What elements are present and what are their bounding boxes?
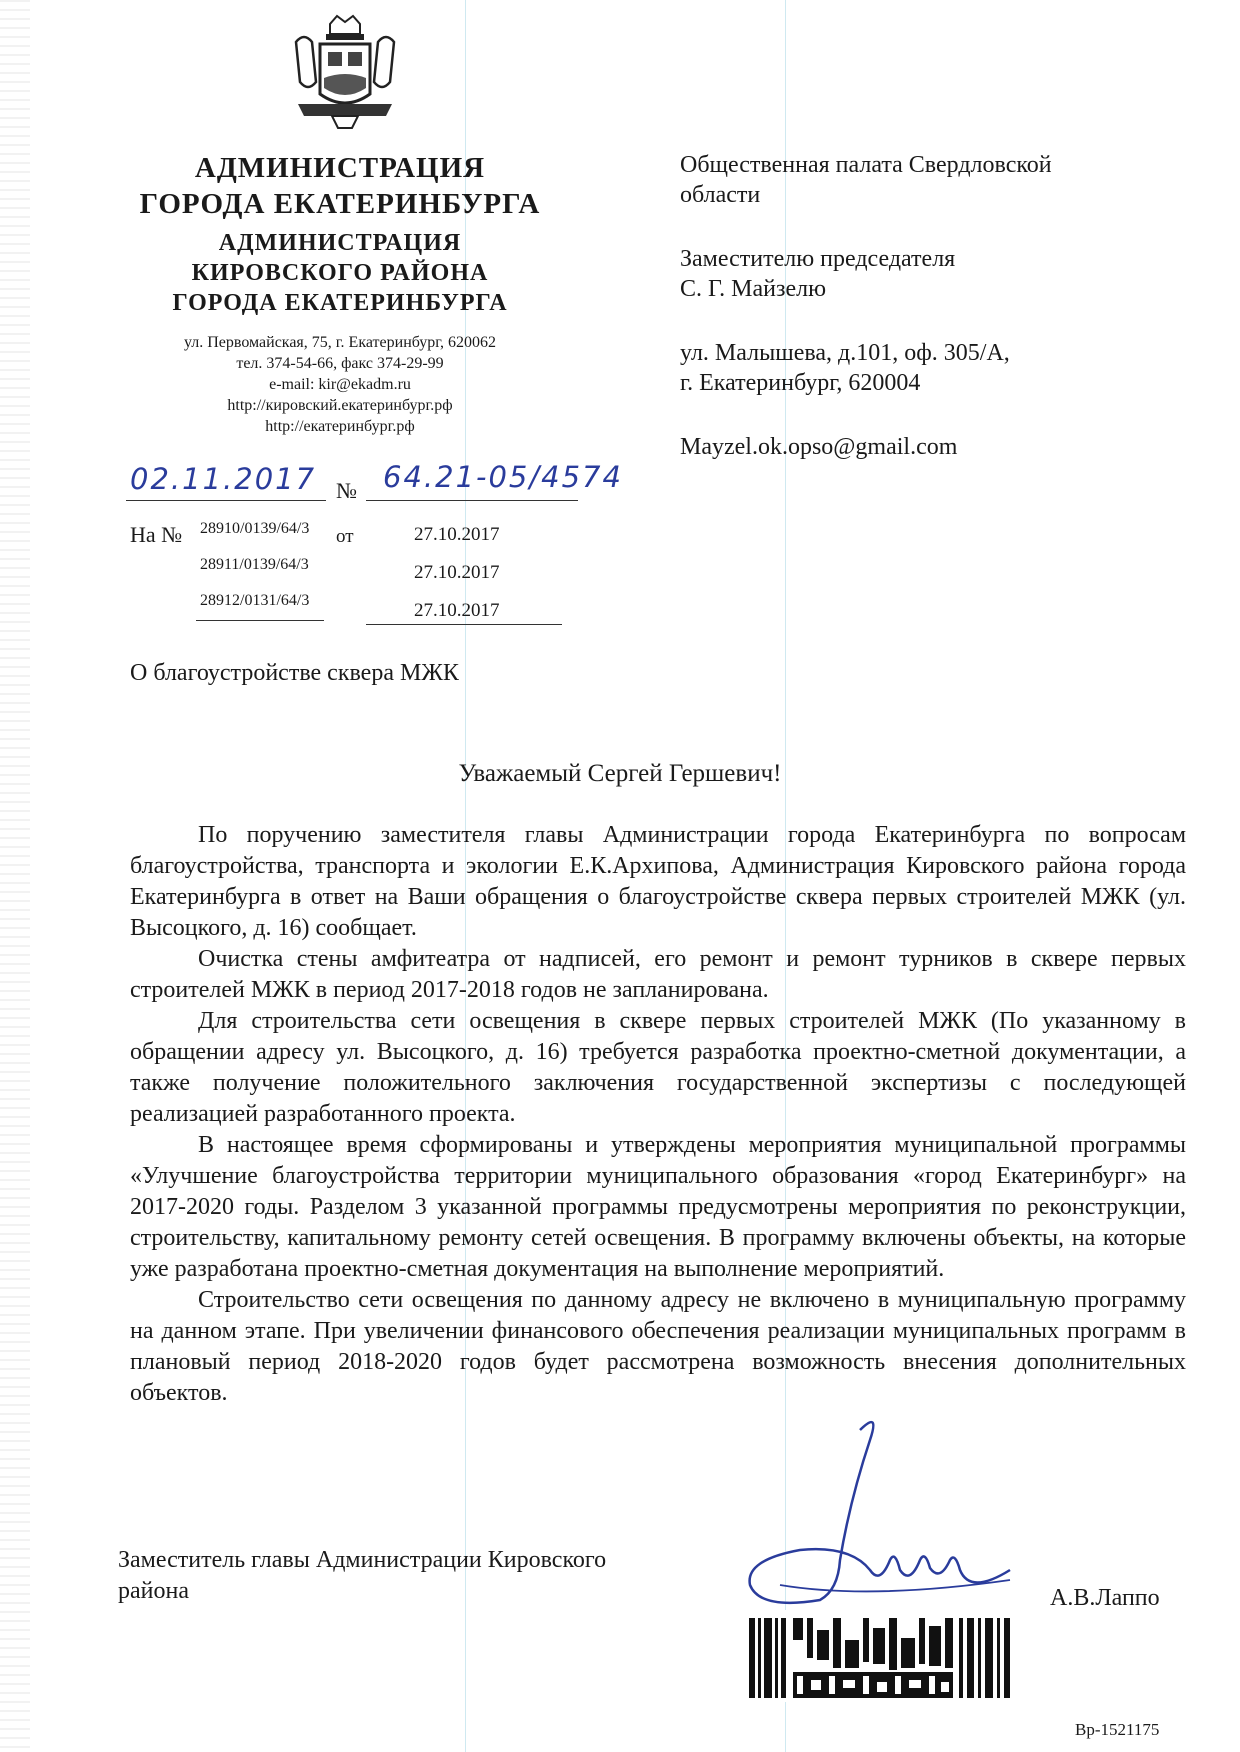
- sender-site: http://кировский.екатеринбург.рф: [227, 397, 453, 414]
- letter-body: [130, 820, 1186, 1409]
- body-paragraph: Строительство сети освещения по данному адресу не включено в муниципальную программу на данном этапе. При увеличении финансового обеспечения реализации муниципальных программ в плановый период 2018-2020 годов будет рассмотрена возможность внесения дополнительных объектов.: [130, 1287, 1186, 1406]
- recipient-address: ул. Малышева, д.101, оф. 305/А,: [680, 340, 1010, 366]
- signatory-title-line: района: [118, 1578, 189, 1604]
- ref-underline: [366, 624, 562, 625]
- recipient-block: [680, 150, 1200, 462]
- sender-phone: тел. 374-54-66, факс 374-29-99: [236, 355, 444, 372]
- ref-number: 28911/0139/64/3: [200, 556, 309, 573]
- sender-email: e-mail: kir@ekadm.ru: [269, 376, 411, 393]
- number-underline: [366, 500, 578, 501]
- city-coat-of-arms-icon: [290, 12, 400, 130]
- district-line: КИРОВСКОГО РАЙОНА: [191, 260, 489, 286]
- recipient-org: области: [680, 182, 761, 208]
- document-code: Вр-1521175: [1075, 1720, 1160, 1739]
- ref-label: На №: [130, 522, 183, 547]
- body-paragraph: По поручению заместителя главы Администрации города Екатеринбурга по вопросам благоустройства, транспорта и экологии Е.К.Архипова, Администрация Кировского района города Екатеринбурга в ответ на Ваши обращения о благоустройстве сквера первых строителей МЖК (ул. Высоцкого, д. 16) сообщает.: [130, 822, 1186, 941]
- letter-subject: О благоустройстве сквера МЖК: [130, 660, 459, 686]
- sender-address: ул. Первомайская, 75, г. Екатеринбург, 620062: [183, 334, 497, 351]
- ref-underline: [196, 620, 324, 621]
- number-sign: №: [336, 478, 357, 503]
- signatory-title: [118, 1545, 718, 1607]
- handwritten-date: 02.11.2017: [130, 462, 317, 496]
- org-line: ГОРОДА ЕКАТЕРИНБУРГА: [139, 188, 541, 220]
- sender-site: http://екатеринбург.рф: [265, 418, 415, 435]
- signatory-title-line: Заместитель главы Администрации Кировского: [118, 1547, 607, 1573]
- date-underline: [126, 500, 326, 501]
- recipient-org: Общественная палата Свердловской: [680, 152, 1052, 178]
- ref-date: 27.10.2017: [414, 562, 500, 583]
- ref-number: 28912/0131/64/3: [200, 592, 310, 609]
- signatory-name: А.В.Лаппо: [1050, 1585, 1160, 1611]
- body-paragraph: Для строительства сети освещения в сквере первых строителей МЖК (По указанному в обращении адресу ул. Высоцкого, д. 16) требуется разработка проектно-сметной документации, а также получение положительного заключения государственной экспертизы с последующей реализацией разработанного проекта.: [130, 1008, 1186, 1127]
- ref-number: 28910/0139/64/3: [200, 520, 310, 537]
- district-line: АДМИНИСТРАЦИЯ: [218, 230, 462, 256]
- scan-edge-noise: [0, 0, 30, 1752]
- district-line: ГОРОДА ЕКАТЕРИНБУРГА: [172, 290, 508, 316]
- recipient-name: С. Г. Майзелю: [680, 276, 827, 302]
- ref-date: 27.10.2017: [414, 600, 500, 621]
- from-label: от: [336, 526, 354, 547]
- handwritten-outgoing-number: 64.21-05/4574: [383, 460, 623, 494]
- handwritten-signature: [720, 1410, 1020, 1620]
- org-line: АДМИНИСТРАЦИЯ: [194, 152, 486, 184]
- greeting: Уважаемый Сергей Гершевич!: [458, 760, 782, 787]
- sender-contacts: [130, 332, 550, 437]
- body-paragraph: Очистка стены амфитеатра от надписей, его ремонт и ремонт турников в сквере первых строителей МЖК в период 2017-2018 годов не запланирована.: [130, 946, 1186, 1003]
- recipient-address: г. Екатеринбург, 620004: [680, 370, 921, 396]
- district-header: [130, 228, 550, 318]
- body-paragraph: В настоящее время сформированы и утверждены мероприятия муниципальной программы «Улучшение благоустройства территории муниципального образования «город Екатеринбург» на 2017-2020 годы. Разделом 3 указанной программы предусмотрены мероприятия по реконструкции, строительству, капитальному ремонту сетей освещения. В программу включены объекты, на которые уже разработана проектно-сметная документация на выполнение мероприятий.: [130, 1132, 1186, 1282]
- document-barcode-icon: [745, 1610, 1015, 1702]
- recipient-email: Mayzel.ok.opso@gmail.com: [680, 434, 958, 460]
- recipient-position: Заместителю председателя: [680, 246, 956, 272]
- ref-date: 27.10.2017: [414, 524, 500, 545]
- organization-header: [120, 150, 560, 222]
